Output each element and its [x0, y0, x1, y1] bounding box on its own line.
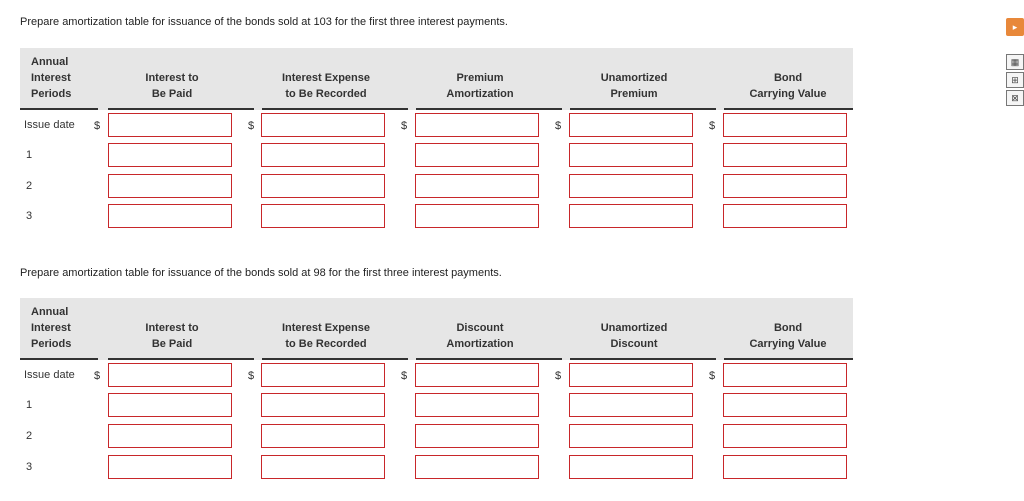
interest-expense-input[interactable] — [261, 455, 385, 479]
interest-to-be-paid-input[interactable] — [108, 143, 232, 167]
table-row — [20, 204, 853, 230]
currency-symbol: $ — [555, 370, 562, 382]
header-discount-amortization: Discount Amortization — [446, 322, 514, 350]
header-divider — [262, 358, 408, 360]
bond-carrying-value-input[interactable] — [723, 393, 847, 417]
table-row — [20, 455, 853, 481]
unamortized-discount-input[interactable] — [569, 455, 693, 479]
discount-amortization-input[interactable] — [415, 363, 539, 387]
header-unamortized-discount: Unamortized Discount — [600, 322, 668, 350]
header-annual-interest-periods: Annual Interest Periods — [31, 56, 72, 100]
row-label: 2 — [26, 430, 33, 442]
unamortized-discount-input[interactable] — [569, 363, 693, 387]
header-divider — [570, 358, 716, 360]
header-annual-interest-periods: Annual Interest Periods — [31, 306, 72, 350]
section1-instructions: Prepare amortization table for issuance of the bonds sold at 103 for the first three interest payments. — [20, 16, 508, 28]
row-label: Issue date — [24, 369, 75, 381]
bond-carrying-value-input[interactable] — [723, 363, 847, 387]
interest-expense-input[interactable] — [261, 204, 385, 228]
row-label: 3 — [26, 210, 33, 222]
currency-symbol: $ — [401, 120, 408, 132]
header-interest-to-be-paid: Interest to Be Paid — [145, 72, 199, 100]
interest-to-be-paid-input[interactable] — [108, 455, 232, 479]
interest-expense-input[interactable] — [261, 393, 385, 417]
bond-carrying-value-input[interactable] — [723, 455, 847, 479]
unamortized-premium-input[interactable] — [569, 204, 693, 228]
bond-carrying-value-input[interactable] — [723, 143, 847, 167]
table-row — [20, 393, 853, 419]
currency-symbol: $ — [94, 120, 101, 132]
currency-symbol: $ — [401, 370, 408, 382]
header-divider — [416, 108, 562, 110]
section2-instructions: Prepare amortization table for issuance of the bonds sold at 98 for the first three interest payments. — [20, 267, 502, 279]
interest-to-be-paid-input[interactable] — [108, 204, 232, 228]
interest-to-be-paid-input[interactable] — [108, 363, 232, 387]
interest-to-be-paid-input[interactable] — [108, 113, 232, 137]
calculator-icon[interactable]: ⊠ — [1006, 90, 1024, 106]
row-label: Issue date — [24, 119, 75, 131]
header-divider — [108, 108, 254, 110]
premium-amortization-input[interactable] — [415, 204, 539, 228]
bond-carrying-value-input[interactable] — [723, 424, 847, 448]
section2-table-header — [20, 298, 853, 360]
row-label: 3 — [26, 461, 33, 473]
interest-to-be-paid-input[interactable] — [108, 393, 232, 417]
header-interest-to-be-paid: Interest to Be Paid — [145, 322, 199, 350]
currency-symbol: $ — [248, 370, 255, 382]
discount-amortization-input[interactable] — [415, 393, 539, 417]
interest-to-be-paid-input[interactable] — [108, 174, 232, 198]
interest-expense-input[interactable] — [261, 174, 385, 198]
discount-amortization-input[interactable] — [415, 424, 539, 448]
header-divider — [724, 358, 853, 360]
discount-amortization-input[interactable] — [415, 455, 539, 479]
bond-carrying-value-input[interactable] — [723, 204, 847, 228]
header-divider — [20, 108, 98, 110]
header-bond-carrying-value: Bond Carrying Value — [749, 322, 827, 350]
table-row — [20, 174, 853, 200]
currency-symbol: $ — [709, 120, 716, 132]
header-divider — [724, 108, 853, 110]
interest-to-be-paid-input[interactable] — [108, 424, 232, 448]
table-icon[interactable]: ⊞ — [1006, 72, 1024, 88]
bond-carrying-value-input[interactable] — [723, 113, 847, 137]
row-label: 1 — [26, 399, 33, 411]
bond-carrying-value-input[interactable] — [723, 174, 847, 198]
table-row — [20, 363, 853, 389]
grid-icon[interactable]: ▦ — [1006, 54, 1024, 70]
unamortized-discount-input[interactable] — [569, 393, 693, 417]
unamortized-discount-input[interactable] — [569, 424, 693, 448]
header-unamortized-premium: Unamortized Premium — [600, 72, 668, 100]
currency-symbol: $ — [555, 120, 562, 132]
currency-symbol: $ — [709, 370, 716, 382]
header-premium-amortization: Premium Amortization — [446, 72, 514, 100]
header-bond-carrying-value: Bond Carrying Value — [749, 72, 827, 100]
header-interest-expense: Interest Expense to Be Recorded — [281, 322, 371, 350]
currency-symbol: $ — [248, 120, 255, 132]
interest-expense-input[interactable] — [261, 363, 385, 387]
table-row — [20, 113, 853, 139]
header-divider — [108, 358, 254, 360]
header-divider — [570, 108, 716, 110]
unamortized-premium-input[interactable] — [569, 143, 693, 167]
tool-icon[interactable]: ▸ — [1006, 18, 1024, 36]
currency-symbol: $ — [94, 370, 101, 382]
row-label: 2 — [26, 180, 33, 192]
row-label: 1 — [26, 149, 33, 161]
unamortized-premium-input[interactable] — [569, 174, 693, 198]
interest-expense-input[interactable] — [261, 113, 385, 137]
unamortized-premium-input[interactable] — [569, 113, 693, 137]
side-toolbar — [1006, 18, 1024, 106]
premium-amortization-input[interactable] — [415, 143, 539, 167]
header-interest-expense: Interest Expense to Be Recorded — [281, 72, 371, 100]
header-divider — [20, 358, 98, 360]
premium-amortization-input[interactable] — [415, 174, 539, 198]
interest-expense-input[interactable] — [261, 143, 385, 167]
section1-table-header — [20, 48, 853, 110]
header-divider — [416, 358, 562, 360]
interest-expense-input[interactable] — [261, 424, 385, 448]
table-row — [20, 143, 853, 169]
premium-amortization-input[interactable] — [415, 113, 539, 137]
table-row — [20, 424, 853, 450]
header-divider — [262, 108, 408, 110]
